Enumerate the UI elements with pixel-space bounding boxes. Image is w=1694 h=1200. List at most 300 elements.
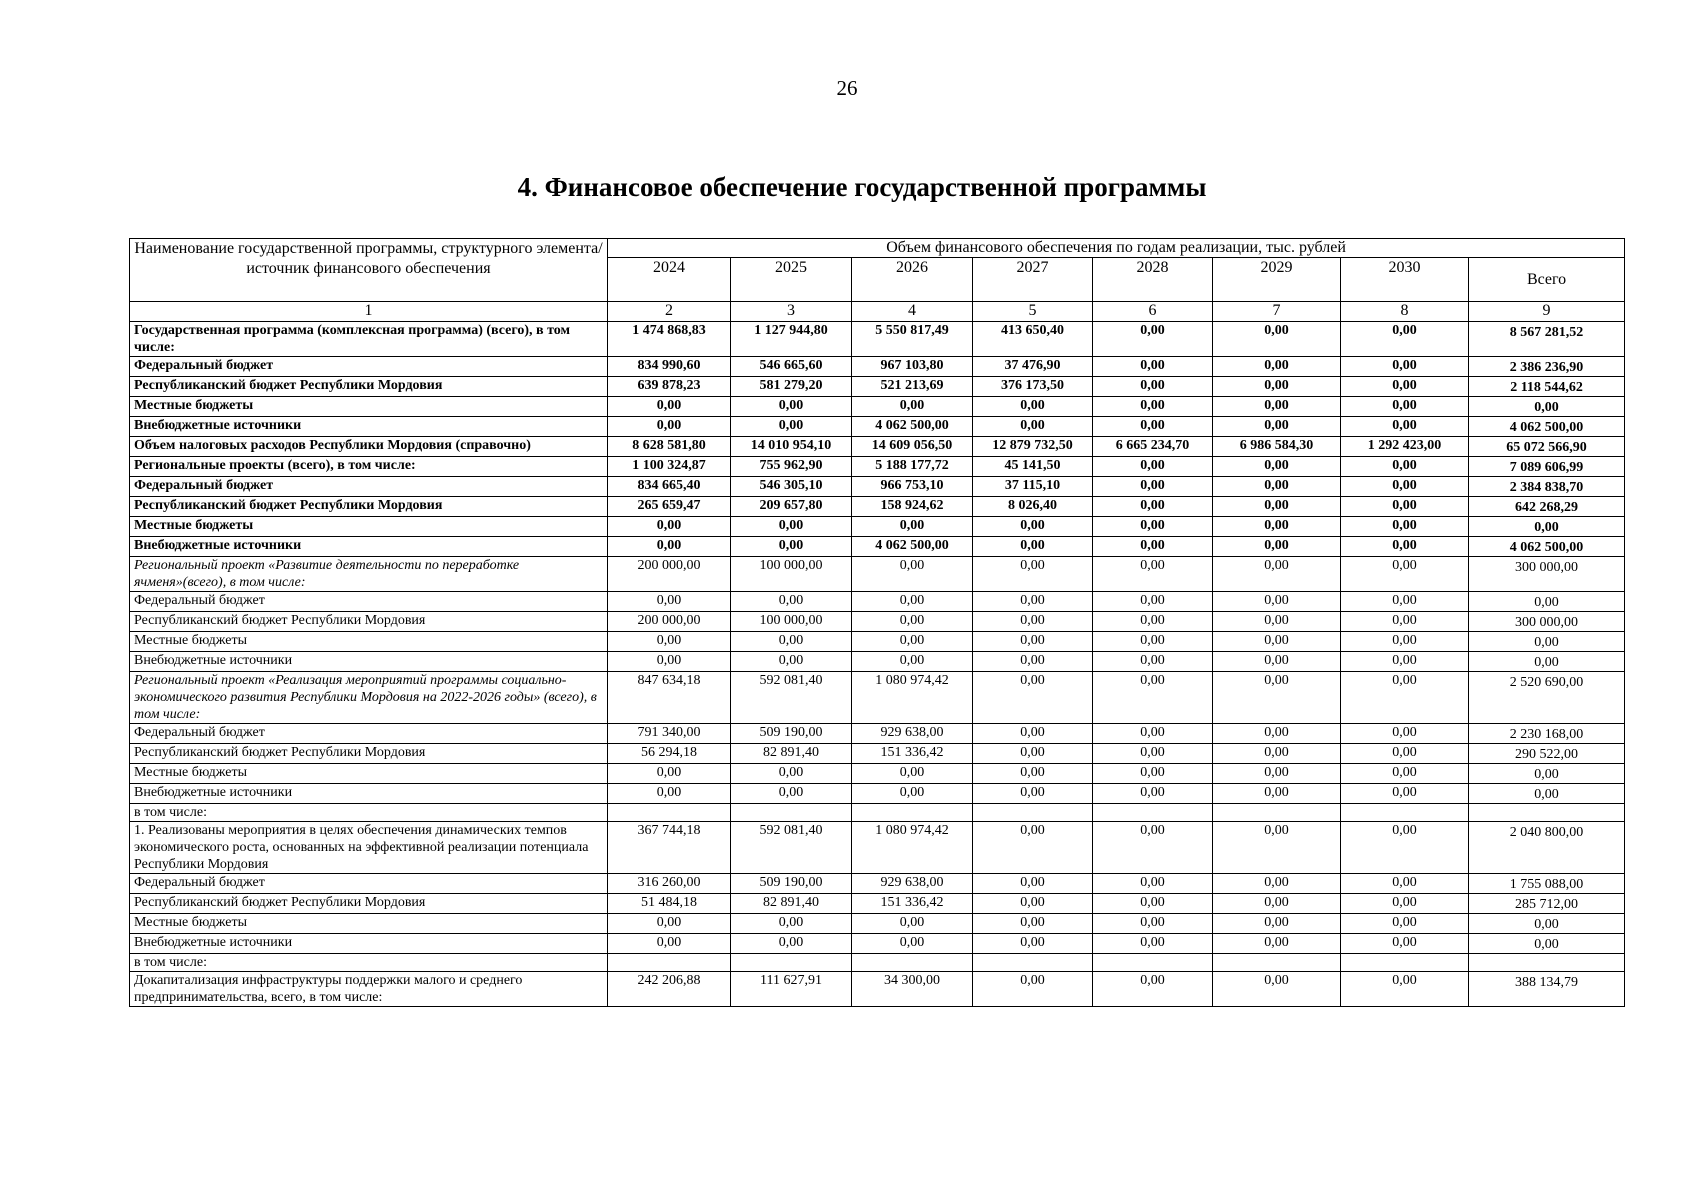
table-row <box>130 874 1625 894</box>
value-cell: 0,00 <box>1213 744 1341 764</box>
value-cell: 0,00 <box>1213 632 1341 652</box>
value-cell: 0,00 <box>608 397 731 417</box>
value-cell: 0,00 <box>1093 652 1213 672</box>
value-cell: 376 173,50 <box>973 377 1093 397</box>
value-cell: 4 062 500,00 <box>1469 537 1625 557</box>
column-index-cell: 9 <box>1469 302 1625 322</box>
value-cell <box>1093 804 1213 822</box>
table-row <box>130 724 1625 744</box>
value-cell <box>1213 954 1341 972</box>
value-cell: 34 300,00 <box>852 972 973 1007</box>
value-cell: 0,00 <box>973 822 1093 874</box>
year-column-header: Всего <box>1469 258 1625 302</box>
value-cell: 6 986 584,30 <box>1213 437 1341 457</box>
value-cell: 0,00 <box>1341 744 1469 764</box>
value-cell: 0,00 <box>731 784 852 804</box>
table-row <box>130 437 1625 457</box>
row-name-cell: Федеральный бюджет <box>130 477 608 497</box>
value-cell: 0,00 <box>1093 377 1213 397</box>
value-cell: 0,00 <box>1469 632 1625 652</box>
value-cell: 0,00 <box>1469 784 1625 804</box>
value-cell: 0,00 <box>1213 397 1341 417</box>
year-column-header: 2024 <box>608 258 731 302</box>
value-cell: 0,00 <box>1213 417 1341 437</box>
row-name-cell: Региональный проект «Развитие деятельности по переработке ячменя»(всего), в том числе: <box>130 557 608 592</box>
value-cell: 242 206,88 <box>608 972 731 1007</box>
value-cell: 8 628 581,80 <box>608 437 731 457</box>
value-cell: 2 040 800,00 <box>1469 822 1625 874</box>
row-name-cell: Федеральный бюджет <box>130 724 608 744</box>
value-cell: 834 665,40 <box>608 477 731 497</box>
value-cell: 0,00 <box>973 894 1093 914</box>
table-row <box>130 934 1625 954</box>
value-cell: 82 891,40 <box>731 744 852 764</box>
value-cell: 0,00 <box>973 557 1093 592</box>
row-name-cell: Государственная программа (комплексная программа) (всего), в том числе: <box>130 322 608 357</box>
row-name-cell: Республиканский бюджет Республики Мордовия <box>130 744 608 764</box>
column-index-cell: 8 <box>1341 302 1469 322</box>
table-row <box>130 417 1625 437</box>
value-cell: 37 476,90 <box>973 357 1093 377</box>
value-cell: 0,00 <box>1093 894 1213 914</box>
value-cell: 200 000,00 <box>608 557 731 592</box>
value-cell: 0,00 <box>1213 822 1341 874</box>
value-cell: 0,00 <box>1213 592 1341 612</box>
table-row <box>130 954 1625 972</box>
value-cell: 0,00 <box>1213 972 1341 1007</box>
row-name-cell: Докапитализация инфраструктуры поддержки малого и среднего предпринимательства, всего, в том числе: <box>130 972 608 1007</box>
value-cell: 0,00 <box>1341 934 1469 954</box>
value-cell: 2 230 168,00 <box>1469 724 1625 744</box>
value-cell: 0,00 <box>1469 592 1625 612</box>
table-row <box>130 592 1625 612</box>
value-cell: 0,00 <box>608 417 731 437</box>
value-cell: 0,00 <box>1341 822 1469 874</box>
row-name-cell: Местные бюджеты <box>130 632 608 652</box>
value-cell: 0,00 <box>1213 537 1341 557</box>
value-cell: 0,00 <box>1341 784 1469 804</box>
value-cell: 0,00 <box>1341 972 1469 1007</box>
value-cell: 0,00 <box>608 784 731 804</box>
column-index-cell: 2 <box>608 302 731 322</box>
row-name-cell: Федеральный бюджет <box>130 592 608 612</box>
value-cell: 285 712,00 <box>1469 894 1625 914</box>
row-name-cell: Республиканский бюджет Республики Мордовия <box>130 894 608 914</box>
table-row <box>130 397 1625 417</box>
value-cell: 0,00 <box>1093 457 1213 477</box>
value-cell: 300 000,00 <box>1469 557 1625 592</box>
value-cell: 8 026,40 <box>973 497 1093 517</box>
value-cell: 65 072 566,90 <box>1469 437 1625 457</box>
document-title: 4. Финансовое обеспечение государственной программы <box>517 172 1207 202</box>
table-row <box>130 672 1625 724</box>
row-name-cell: Республиканский бюджет Республики Мордовия <box>130 377 608 397</box>
column-index-cell: 4 <box>852 302 973 322</box>
value-cell: 0,00 <box>1341 517 1469 537</box>
table-body <box>130 322 1625 1007</box>
value-cell: 37 115,10 <box>973 477 1093 497</box>
value-cell: 7 089 606,99 <box>1469 457 1625 477</box>
value-cell: 0,00 <box>1213 517 1341 537</box>
value-cell: 1 100 324,87 <box>608 457 731 477</box>
row-name-cell: Внебюджетные источники <box>130 417 608 437</box>
value-cell: 209 657,80 <box>731 497 852 517</box>
value-cell: 0,00 <box>973 652 1093 672</box>
funding-group-header: Объем финансового обеспечения по годам реализации, тыс. рублей <box>608 239 1625 258</box>
value-cell: 1 755 088,00 <box>1469 874 1625 894</box>
value-cell: 0,00 <box>973 672 1093 724</box>
value-cell: 0,00 <box>1093 397 1213 417</box>
row-name-cell: Республиканский бюджет Республики Мордовия <box>130 497 608 517</box>
value-cell: 0,00 <box>973 874 1093 894</box>
table-row <box>130 557 1625 592</box>
value-cell: 0,00 <box>852 764 973 784</box>
row-name-cell: Местные бюджеты <box>130 914 608 934</box>
value-cell: 0,00 <box>1341 417 1469 437</box>
value-cell: 546 305,10 <box>731 477 852 497</box>
value-cell: 0,00 <box>973 724 1093 744</box>
value-cell: 0,00 <box>608 537 731 557</box>
value-cell: 0,00 <box>1341 477 1469 497</box>
value-cell: 200 000,00 <box>608 612 731 632</box>
table-row <box>130 914 1625 934</box>
value-cell: 0,00 <box>1341 874 1469 894</box>
value-cell: 12 879 732,50 <box>973 437 1093 457</box>
row-name-cell: Местные бюджеты <box>130 397 608 417</box>
value-cell: 0,00 <box>1093 784 1213 804</box>
value-cell: 0,00 <box>852 592 973 612</box>
value-cell: 56 294,18 <box>608 744 731 764</box>
value-cell: 0,00 <box>973 417 1093 437</box>
value-cell: 0,00 <box>1341 672 1469 724</box>
value-cell: 1 474 868,83 <box>608 322 731 357</box>
table-row <box>130 357 1625 377</box>
value-cell: 367 744,18 <box>608 822 731 874</box>
value-cell: 1 127 944,80 <box>731 322 852 357</box>
row-name-cell: Федеральный бюджет <box>130 357 608 377</box>
value-cell <box>852 954 973 972</box>
value-cell: 6 665 234,70 <box>1093 437 1213 457</box>
value-cell: 0,00 <box>1093 357 1213 377</box>
value-cell: 0,00 <box>1341 557 1469 592</box>
value-cell: 0,00 <box>1213 784 1341 804</box>
value-cell: 847 634,18 <box>608 672 731 724</box>
column-index-cell: 6 <box>1093 302 1213 322</box>
value-cell: 100 000,00 <box>731 557 852 592</box>
value-cell <box>1341 804 1469 822</box>
year-column-header: 2029 <box>1213 258 1341 302</box>
row-name-cell: Региональный проект «Реализация мероприятий программы социально-экономического развития Республики Мордовия на 2022-2026 годы» (всего), в том числе: <box>130 672 608 724</box>
value-cell: 0,00 <box>1093 764 1213 784</box>
value-cell <box>1213 804 1341 822</box>
table-row <box>130 784 1625 804</box>
value-cell: 388 134,79 <box>1469 972 1625 1007</box>
value-cell: 158 924,62 <box>852 497 973 517</box>
value-cell: 0,00 <box>852 652 973 672</box>
value-cell: 0,00 <box>1093 632 1213 652</box>
value-cell <box>731 804 852 822</box>
value-cell: 0,00 <box>608 934 731 954</box>
value-cell: 2 520 690,00 <box>1469 672 1625 724</box>
value-cell: 929 638,00 <box>852 724 973 744</box>
value-cell: 1 292 423,00 <box>1341 437 1469 457</box>
value-cell: 151 336,42 <box>852 894 973 914</box>
value-cell: 0,00 <box>608 652 731 672</box>
value-cell: 0,00 <box>1341 632 1469 652</box>
column-index-cell: 3 <box>731 302 852 322</box>
value-cell: 0,00 <box>1213 874 1341 894</box>
value-cell: 0,00 <box>1341 357 1469 377</box>
value-cell: 1 080 974,42 <box>852 822 973 874</box>
value-cell: 0,00 <box>731 417 852 437</box>
value-cell: 0,00 <box>852 557 973 592</box>
table-row <box>130 744 1625 764</box>
value-cell: 0,00 <box>1093 537 1213 557</box>
value-cell: 0,00 <box>1469 934 1625 954</box>
row-name-cell: Местные бюджеты <box>130 764 608 784</box>
value-cell: 0,00 <box>1093 822 1213 874</box>
value-cell: 0,00 <box>1341 612 1469 632</box>
value-cell: 0,00 <box>1469 652 1625 672</box>
value-cell: 0,00 <box>1341 592 1469 612</box>
table-row <box>130 652 1625 672</box>
value-cell: 0,00 <box>1341 652 1469 672</box>
table-row <box>130 377 1625 397</box>
table-header-row <box>130 239 1625 258</box>
value-cell: 0,00 <box>731 914 852 934</box>
value-cell: 14 609 056,50 <box>852 437 973 457</box>
value-cell: 0,00 <box>1213 322 1341 357</box>
value-cell: 509 190,00 <box>731 724 852 744</box>
value-cell: 0,00 <box>1093 874 1213 894</box>
financing-table <box>129 238 1625 1007</box>
table-row <box>130 457 1625 477</box>
value-cell: 0,00 <box>852 397 973 417</box>
value-cell: 0,00 <box>1093 592 1213 612</box>
page-number: 26 <box>836 76 858 100</box>
value-cell: 45 141,50 <box>973 457 1093 477</box>
value-cell: 14 010 954,10 <box>731 437 852 457</box>
value-cell: 0,00 <box>608 914 731 934</box>
value-cell: 0,00 <box>1093 322 1213 357</box>
value-cell: 0,00 <box>852 934 973 954</box>
value-cell: 0,00 <box>1093 612 1213 632</box>
value-cell: 0,00 <box>1341 724 1469 744</box>
column-index-cell: 5 <box>973 302 1093 322</box>
year-column-header: 2025 <box>731 258 852 302</box>
value-cell: 413 650,40 <box>973 322 1093 357</box>
row-name-cell: Федеральный бюджет <box>130 874 608 894</box>
table-row <box>130 972 1625 1007</box>
row-name-cell: Внебюджетные источники <box>130 652 608 672</box>
value-cell: 2 384 838,70 <box>1469 477 1625 497</box>
value-cell: 0,00 <box>1341 764 1469 784</box>
value-cell: 8 567 281,52 <box>1469 322 1625 357</box>
value-cell: 791 340,00 <box>608 724 731 744</box>
value-cell: 0,00 <box>1341 914 1469 934</box>
value-cell: 546 665,60 <box>731 357 852 377</box>
table-row <box>130 537 1625 557</box>
row-name-cell: в том числе: <box>130 804 608 822</box>
value-cell: 0,00 <box>1341 537 1469 557</box>
year-column-header: 2027 <box>973 258 1093 302</box>
name-column-header: Наименование государственной программы, структурного элемента/ источник финансового обеспечения <box>130 239 608 302</box>
table-row <box>130 632 1625 652</box>
value-cell: 4 062 500,00 <box>852 537 973 557</box>
value-cell: 0,00 <box>973 764 1093 784</box>
value-cell: 0,00 <box>1093 557 1213 592</box>
row-name-cell: Региональные проекты (всего), в том числе: <box>130 457 608 477</box>
value-cell: 5 550 817,49 <box>852 322 973 357</box>
value-cell: 0,00 <box>1213 357 1341 377</box>
value-cell: 0,00 <box>973 632 1093 652</box>
table-row <box>130 822 1625 874</box>
value-cell: 966 753,10 <box>852 477 973 497</box>
row-name-cell: Местные бюджеты <box>130 517 608 537</box>
value-cell: 2 118 544,62 <box>1469 377 1625 397</box>
value-cell <box>1469 954 1625 972</box>
value-cell: 0,00 <box>1213 672 1341 724</box>
value-cell: 0,00 <box>608 592 731 612</box>
value-cell: 0,00 <box>973 537 1093 557</box>
value-cell: 0,00 <box>852 517 973 537</box>
value-cell: 0,00 <box>1093 497 1213 517</box>
value-cell: 1 080 974,42 <box>852 672 973 724</box>
value-cell: 4 062 500,00 <box>852 417 973 437</box>
table-row <box>130 764 1625 784</box>
value-cell: 100 000,00 <box>731 612 852 632</box>
value-cell: 0,00 <box>608 764 731 784</box>
value-cell: 0,00 <box>1469 397 1625 417</box>
value-cell: 639 878,23 <box>608 377 731 397</box>
value-cell <box>608 804 731 822</box>
value-cell: 0,00 <box>731 517 852 537</box>
row-name-cell: Внебюджетные источники <box>130 784 608 804</box>
value-cell: 0,00 <box>731 537 852 557</box>
value-cell: 0,00 <box>1469 914 1625 934</box>
value-cell: 0,00 <box>1469 517 1625 537</box>
value-cell: 111 627,91 <box>731 972 852 1007</box>
value-cell: 0,00 <box>1341 497 1469 517</box>
value-cell <box>731 954 852 972</box>
table-row <box>130 804 1625 822</box>
value-cell <box>1093 954 1213 972</box>
value-cell: 0,00 <box>852 632 973 652</box>
value-cell: 929 638,00 <box>852 874 973 894</box>
table-row <box>130 894 1625 914</box>
table-row <box>130 497 1625 517</box>
value-cell: 300 000,00 <box>1469 612 1625 632</box>
row-name-cell: Республиканский бюджет Республики Мордовия <box>130 612 608 632</box>
value-cell: 0,00 <box>1213 724 1341 744</box>
value-cell: 0,00 <box>973 972 1093 1007</box>
value-cell: 0,00 <box>1213 497 1341 517</box>
value-cell: 0,00 <box>1093 672 1213 724</box>
table-row <box>130 322 1625 357</box>
column-index-row <box>130 302 1625 322</box>
value-cell: 521 213,69 <box>852 377 973 397</box>
value-cell: 0,00 <box>731 652 852 672</box>
value-cell: 592 081,40 <box>731 822 852 874</box>
value-cell <box>852 804 973 822</box>
row-name-cell: Внебюджетные источники <box>130 537 608 557</box>
value-cell: 0,00 <box>1093 744 1213 764</box>
value-cell: 0,00 <box>1213 612 1341 632</box>
value-cell: 0,00 <box>1213 764 1341 784</box>
year-column-header: 2030 <box>1341 258 1469 302</box>
value-cell: 0,00 <box>1213 934 1341 954</box>
value-cell <box>1469 804 1625 822</box>
value-cell <box>1341 954 1469 972</box>
value-cell: 0,00 <box>1213 914 1341 934</box>
row-name-cell: в том числе: <box>130 954 608 972</box>
value-cell: 82 891,40 <box>731 894 852 914</box>
value-cell: 0,00 <box>1213 652 1341 672</box>
value-cell: 0,00 <box>1341 457 1469 477</box>
value-cell: 0,00 <box>1341 322 1469 357</box>
value-cell: 0,00 <box>1213 557 1341 592</box>
value-cell: 0,00 <box>608 517 731 537</box>
value-cell: 0,00 <box>973 744 1093 764</box>
value-cell: 0,00 <box>1341 377 1469 397</box>
value-cell: 0,00 <box>608 632 731 652</box>
value-cell: 0,00 <box>973 612 1093 632</box>
value-cell: 0,00 <box>731 764 852 784</box>
value-cell: 0,00 <box>973 517 1093 537</box>
value-cell: 967 103,80 <box>852 357 973 377</box>
value-cell <box>973 804 1093 822</box>
value-cell: 0,00 <box>1093 914 1213 934</box>
value-cell <box>973 954 1093 972</box>
value-cell: 0,00 <box>731 592 852 612</box>
value-cell: 642 268,29 <box>1469 497 1625 517</box>
value-cell: 0,00 <box>1093 517 1213 537</box>
table-row <box>130 477 1625 497</box>
value-cell: 0,00 <box>852 784 973 804</box>
value-cell: 581 279,20 <box>731 377 852 397</box>
value-cell: 0,00 <box>973 397 1093 417</box>
value-cell: 0,00 <box>973 934 1093 954</box>
row-name-cell: Внебюджетные источники <box>130 934 608 954</box>
value-cell: 265 659,47 <box>608 497 731 517</box>
value-cell: 5 188 177,72 <box>852 457 973 477</box>
value-cell: 834 990,60 <box>608 357 731 377</box>
value-cell: 0,00 <box>1093 417 1213 437</box>
column-index-cell: 1 <box>130 302 608 322</box>
year-column-header: 2028 <box>1093 258 1213 302</box>
value-cell: 509 190,00 <box>731 874 852 894</box>
value-cell: 151 336,42 <box>852 744 973 764</box>
value-cell: 0,00 <box>973 914 1093 934</box>
value-cell: 0,00 <box>1213 457 1341 477</box>
year-column-header: 2026 <box>852 258 973 302</box>
value-cell: 0,00 <box>1213 894 1341 914</box>
value-cell: 0,00 <box>1469 764 1625 784</box>
value-cell: 0,00 <box>1093 724 1213 744</box>
value-cell: 0,00 <box>1213 377 1341 397</box>
value-cell: 0,00 <box>1213 477 1341 497</box>
table-row <box>130 517 1625 537</box>
value-cell: 0,00 <box>1341 397 1469 417</box>
value-cell: 316 260,00 <box>608 874 731 894</box>
value-cell: 2 386 236,90 <box>1469 357 1625 377</box>
value-cell: 0,00 <box>973 784 1093 804</box>
value-cell: 0,00 <box>1341 894 1469 914</box>
table-row <box>130 612 1625 632</box>
value-cell: 51 484,18 <box>608 894 731 914</box>
value-cell: 0,00 <box>1093 934 1213 954</box>
value-cell: 0,00 <box>1093 477 1213 497</box>
